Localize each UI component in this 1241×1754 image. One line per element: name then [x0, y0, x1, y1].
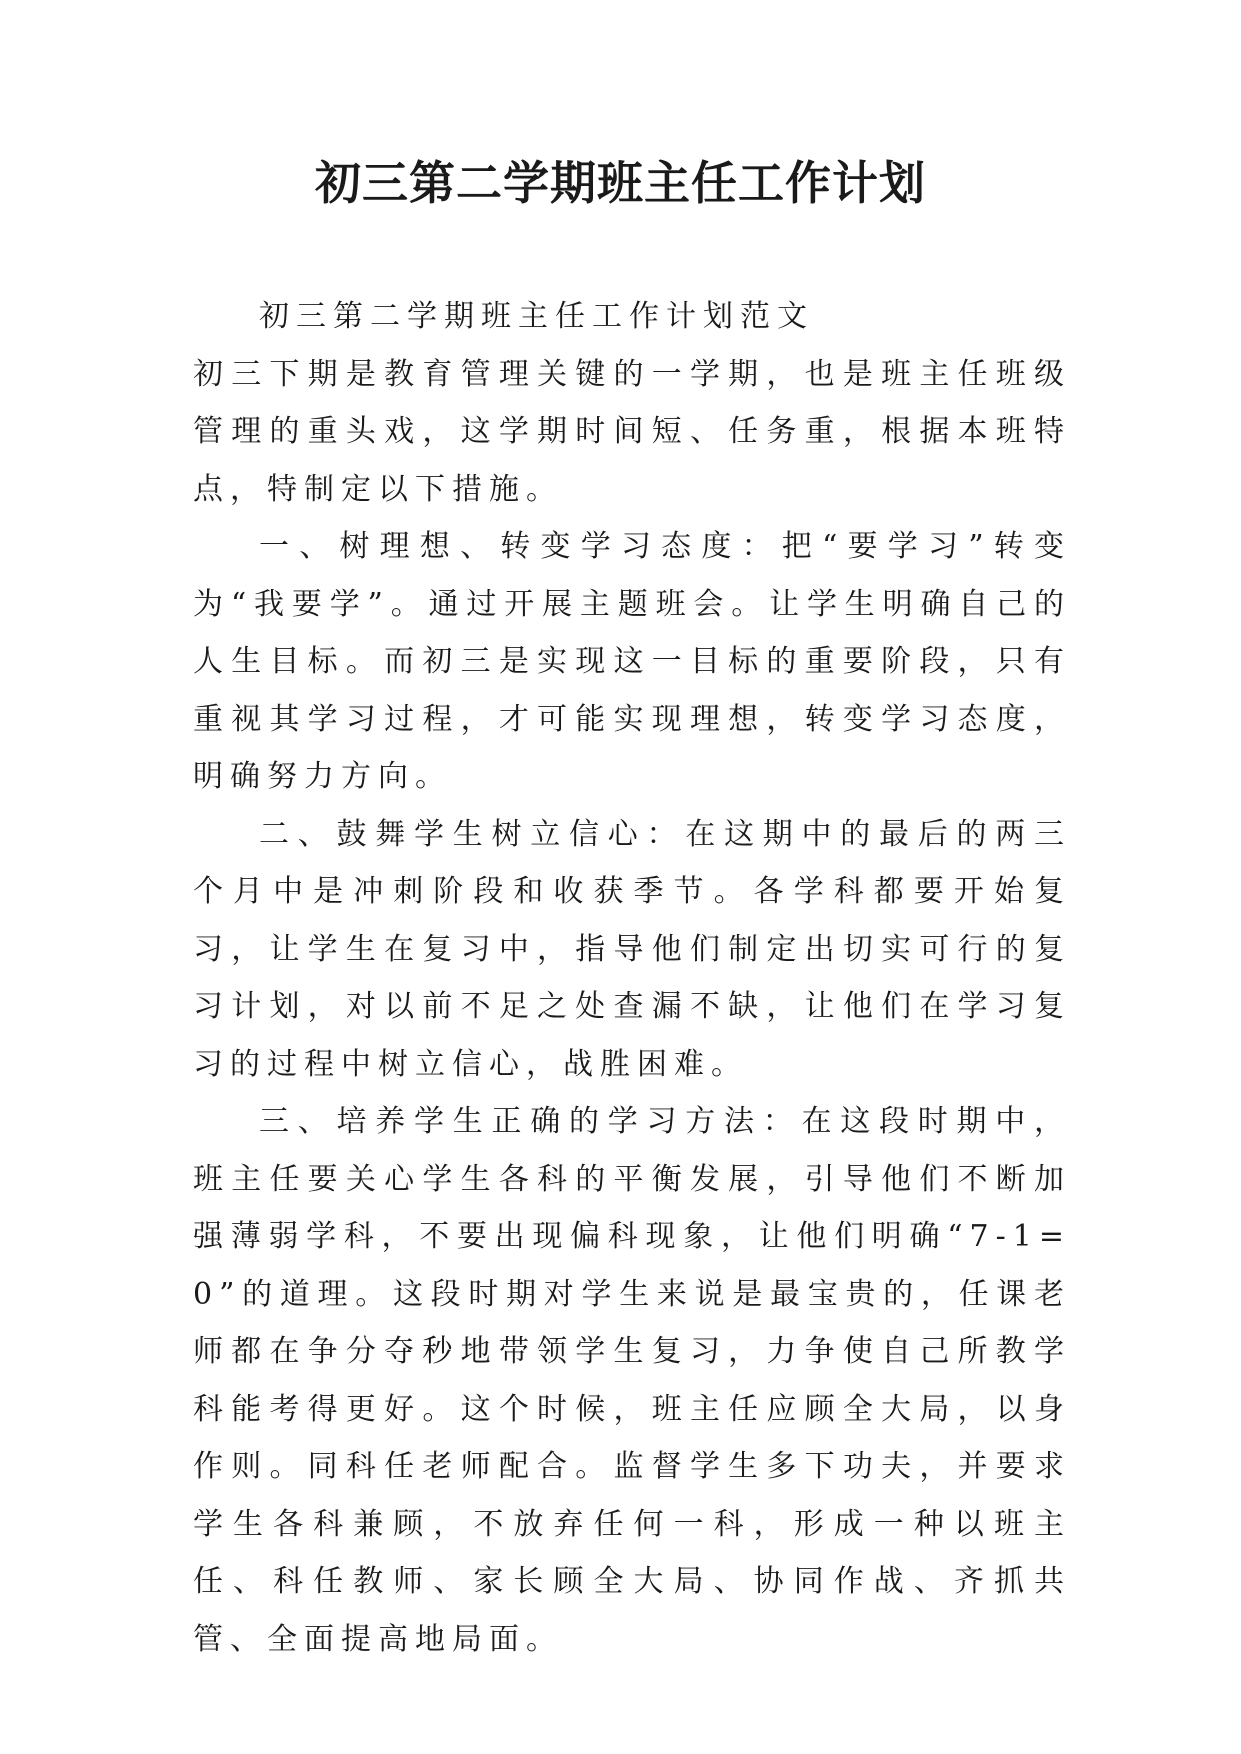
section-one-paragraph: 一、树理想、转变学习态度：把“要学习”转变为“我要学”。通过开展主题班会。让学生明确自己的人生目标。而初三是实现这一目标的重要阶段，只有重视其学习过程，才可能实现理想，转变学习态度，明确努力方向。: [193, 529, 1071, 794]
section-two-paragraph: 二、鼓舞学生树立信心：在这期中的最后的两三个月中是冲刺阶段和收获季节。各学科都要开始复习，让学生在复习中，指导他们制定出切实可行的复习计划，对以前不足之处查漏不缺，让他们在学习复习的过程中树立信心，战胜困难。: [193, 816, 1071, 1082]
section-three-paragraph: 三、培养学生正确的学习方法：在这段时期中，班主任要关心学生各科的平衡发展，引导他们不断加强薄弱学科，不要出现偏科现象，让他们明确“7-1=0”的道理。这段时期对学生来说是最宝贵的，任课老师都在争分夺秒地带领学生复习，力争使自己所教学科能考得更好。这个时候，班主任应顾全大局，以身作则。同科任老师配合。监督学生多下功夫，并要求学生各科兼顾，不放弃任何一科，形成一种以班主任、科任教师、家长顾全大局、协同作战、齐抓共管、全面提高地局面。: [193, 1104, 1071, 1657]
subtitle-paragraph: 初三第二学期班主任工作计划范文: [259, 299, 814, 334]
document-title: 初三第二学期班主任工作计划: [315, 156, 926, 210]
document-body: [193, 288, 1071, 1668]
intro-paragraph: 初三下期是教育管理关键的一学期，也是班主任班级管理的重头戏，这学期时间短、任务重，根据本班特点，特制定以下措施。: [193, 356, 1071, 507]
